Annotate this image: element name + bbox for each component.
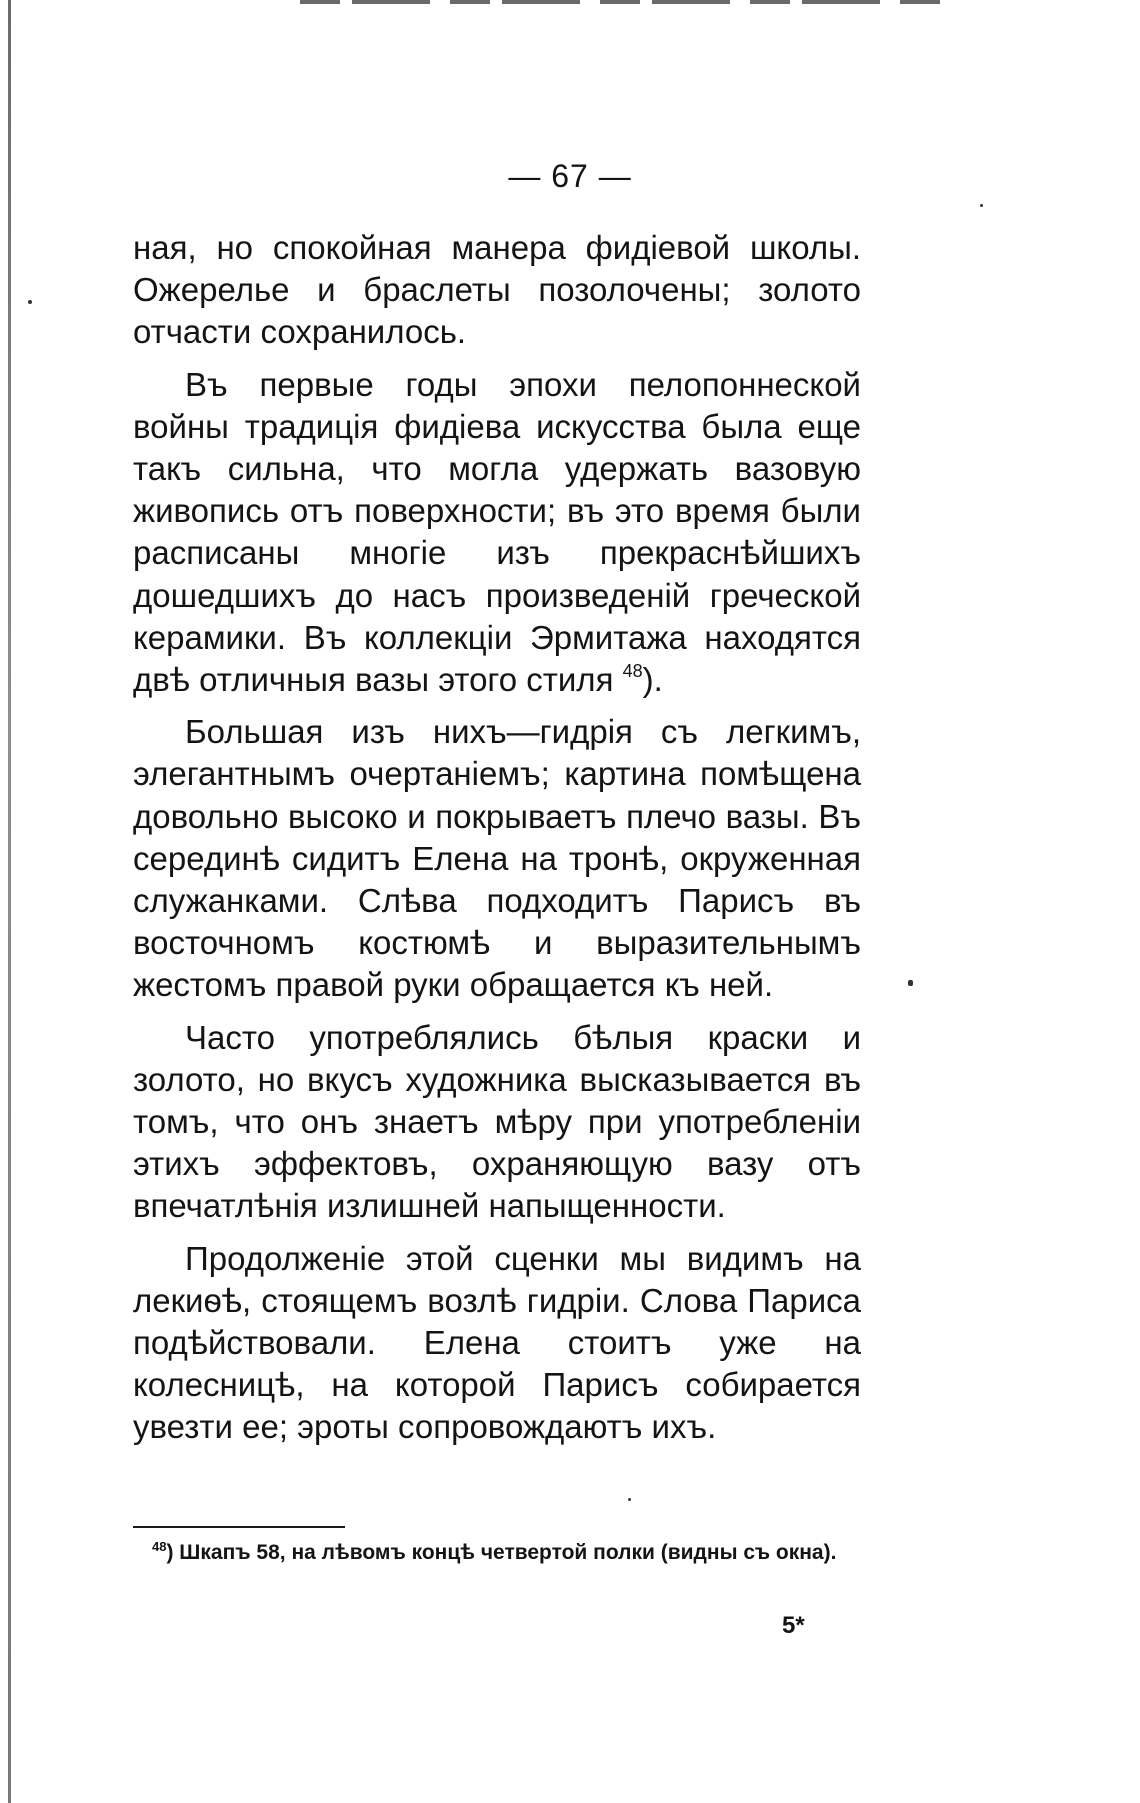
- scan-edge-left: [8, 0, 11, 1803]
- paragraph-peloponnesian-war: [133, 364, 861, 702]
- footnote-text: ) Шкапъ 58, на лѣвомъ концѣ четвертой полки (видны съ окна).: [166, 1541, 837, 1564]
- page-number: — 67 —: [508, 158, 632, 194]
- scan-speck: [28, 300, 32, 304]
- footnote-reference-close: ).: [642, 661, 663, 699]
- body-text: [133, 227, 861, 1449]
- footnote: [152, 1535, 860, 1570]
- paragraph-text: Въ первые годы эпохи пелопоннеской войны традиція фидіева искусства была еще такъ сильна, что могла удержать вазовую живопись отъ поверхности; въ это время были расписаны многіе изъ прекраснѣйшихъ дошедшихъ до насъ произведеній греческой керамики. Въ коллекціи Эрмитажа находятся двѣ отличныя вазы этого стиля: [133, 365, 861, 699]
- paragraph-continuation: ная, но спокойная манера фидіевой школы. Ожерелье и браслеты позолочены; золото отчасти сохранилось.: [133, 229, 861, 351]
- scan-speck: [628, 1498, 631, 1501]
- paragraph-hydria: Большая изъ нихъ—гидрія съ легкимъ, элегантнымъ очертаніемъ; картина помѣщена довольно высоко и покрываетъ плечо вазы. Въ серединѣ сидитъ Елена на тронѣ, окруженная служанками. Слѣва подходитъ Парисъ въ восточномъ костюмѣ и выразительнымъ жестомъ правой руки обращается къ ней.: [133, 713, 861, 1004]
- footnote-reference[interactable]: 48: [622, 661, 643, 682]
- paragraph-colors: Часто употреблялись бѣлыя краски и золото, но вкусъ художника высказывается въ томъ, что онъ знаетъ мѣру при употребленіи этихъ эффектовъ, охраняющую вазу отъ впечатлѣнія излишней напыщенности.: [133, 1018, 861, 1225]
- footnote-marker: 48: [152, 1539, 167, 1554]
- signature-mark: 5*: [782, 1612, 805, 1639]
- paragraph-lekythos: Продолженіе этой сценки мы видимъ на лекиѳѣ, стоящемъ возлѣ гидріи. Слова Париса подѣйствовали. Елена стоитъ уже на колесницѣ, на которой Парисъ собирается увезти ее; эроты сопровождаютъ ихъ.: [133, 1239, 861, 1446]
- scan-edge-top: [300, 0, 940, 4]
- footnote-rule: [133, 1526, 345, 1528]
- scan-speck: [980, 204, 983, 207]
- scan-speck: [908, 980, 913, 986]
